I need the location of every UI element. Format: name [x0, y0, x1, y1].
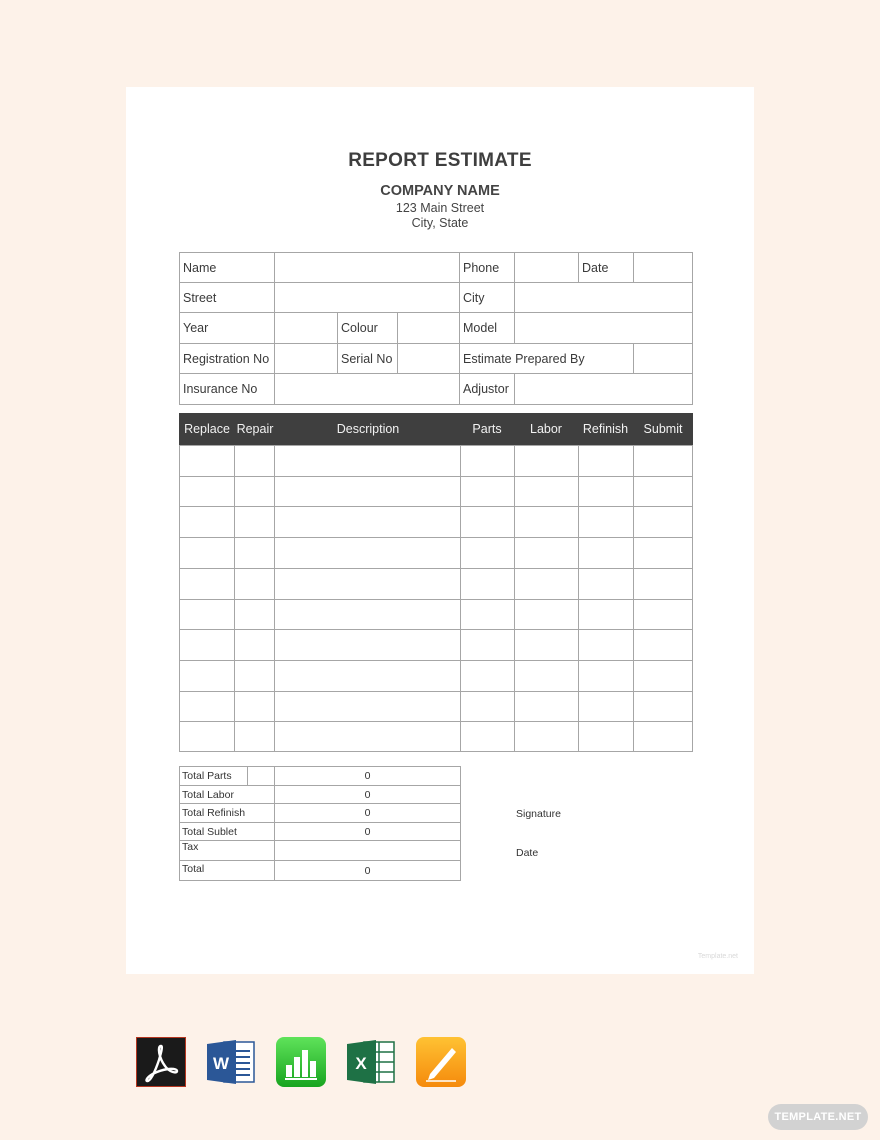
svg-text:W: W	[212, 1054, 230, 1073]
pages-icon[interactable]	[416, 1037, 466, 1087]
grid-row-line	[179, 721, 693, 722]
serial-no-field[interactable]	[397, 343, 460, 374]
city-label: City	[459, 282, 515, 313]
street-label: Street	[179, 282, 275, 313]
grid-column-line	[234, 445, 235, 752]
total-refinish-value[interactable]: 0	[274, 803, 461, 823]
total-value[interactable]: 0	[274, 860, 461, 881]
address-line-1: 123 Main Street	[395, 201, 485, 215]
grid-column-line	[514, 445, 515, 752]
col-parts: Parts	[472, 422, 502, 436]
grid-row-line	[179, 751, 693, 752]
grid-row-line	[179, 691, 693, 692]
total-parts-label: Total Parts	[179, 766, 248, 786]
phone-label: Phone	[459, 252, 515, 283]
total-labor-value[interactable]: 0	[274, 785, 461, 804]
total-sublet-value[interactable]: 0	[274, 822, 461, 841]
date-label: Date	[578, 252, 634, 283]
numbers-icon[interactable]	[276, 1037, 326, 1087]
grid-row-line	[179, 629, 693, 630]
total-parts-value[interactable]: 0	[274, 766, 461, 786]
sign-date-label: Date	[516, 847, 539, 859]
insurance-no-field[interactable]	[274, 373, 460, 405]
template-net-badge[interactable]: TEMPLATE.NET	[768, 1104, 868, 1130]
excel-icon[interactable]	[346, 1037, 396, 1087]
tax-label: Tax	[179, 840, 275, 861]
grid-column-line	[274, 445, 275, 752]
grid-row-line	[179, 445, 693, 446]
company-name: COMPANY NAME	[380, 183, 500, 199]
registration-no-field[interactable]	[274, 343, 338, 374]
watermark: Template.net	[697, 953, 738, 960]
estimate-table-header	[179, 413, 693, 445]
city-field[interactable]	[514, 282, 693, 313]
year-label: Year	[179, 312, 275, 344]
colour-label: Colour	[337, 312, 398, 344]
estimate-prepared-by-label: Estimate Prepared By	[459, 343, 634, 374]
signature-label: Signature	[516, 808, 561, 820]
estimate-prepared-by-field[interactable]	[633, 343, 693, 374]
grid-column-line	[692, 445, 693, 752]
document-title: REPORT ESTIMATE	[348, 150, 532, 171]
pdf-icon[interactable]	[136, 1037, 186, 1087]
document-page	[126, 87, 754, 974]
total-sublet-label: Total Sublet	[179, 822, 275, 841]
colour-field[interactable]	[397, 312, 460, 344]
total-label: Total	[179, 860, 275, 881]
street-field[interactable]	[274, 282, 460, 313]
col-description: Description	[336, 422, 400, 436]
total-labor-label: Total Labor	[179, 785, 275, 804]
phone-field[interactable]	[514, 252, 579, 283]
estimate-table-body[interactable]	[179, 445, 693, 752]
grid-row-line	[179, 506, 693, 507]
col-repair: Repair	[236, 422, 274, 436]
address-line-2: City, State	[411, 216, 469, 230]
total-parts-spacer	[247, 766, 275, 786]
grid-column-line	[633, 445, 634, 752]
tax-value[interactable]	[274, 840, 461, 861]
col-refinish: Refinish	[582, 422, 629, 436]
grid-column-line	[578, 445, 579, 752]
grid-column-line	[460, 445, 461, 752]
grid-row-line	[179, 476, 693, 477]
serial-no-label: Serial No	[337, 343, 398, 374]
grid-row-line	[179, 568, 693, 569]
name-field[interactable]	[274, 252, 460, 283]
registration-no-label: Registration No	[179, 343, 275, 374]
total-refinish-label: Total Refinish	[179, 803, 275, 823]
svg-text:X: X	[355, 1054, 367, 1073]
insurance-no-label: Insurance No	[179, 373, 275, 405]
year-field[interactable]	[274, 312, 338, 344]
name-label: Name	[179, 252, 275, 283]
adjustor-field[interactable]	[514, 373, 693, 405]
col-submit: Submit	[643, 422, 683, 436]
date-field[interactable]	[633, 252, 693, 283]
col-replace: Replace	[184, 422, 230, 436]
col-labor: Labor	[530, 422, 562, 436]
grid-row-line	[179, 537, 693, 538]
word-icon[interactable]	[206, 1037, 256, 1087]
adjustor-label: Adjustor	[459, 373, 515, 405]
grid-column-line	[179, 445, 180, 752]
model-label: Model	[459, 312, 515, 344]
model-field[interactable]	[514, 312, 693, 344]
grid-row-line	[179, 599, 693, 600]
grid-row-line	[179, 660, 693, 661]
